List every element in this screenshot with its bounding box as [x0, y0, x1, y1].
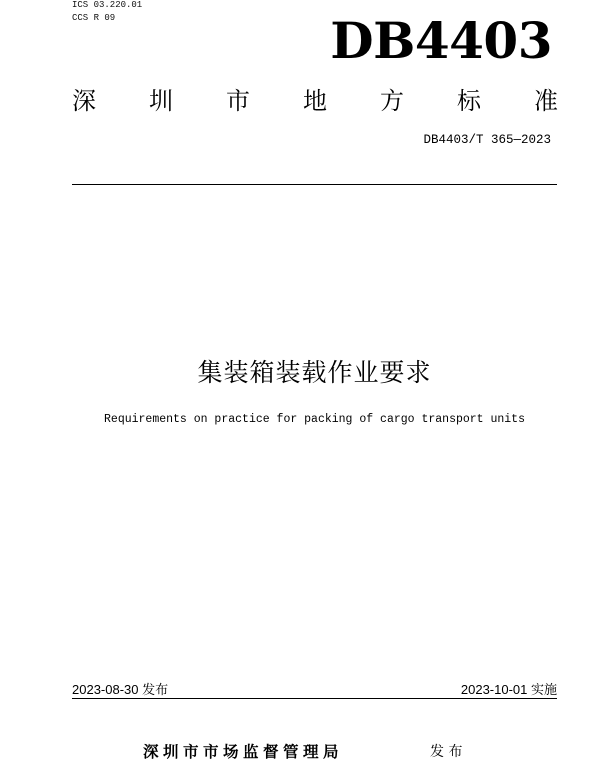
category-char: 深: [72, 87, 96, 115]
header-divider: [72, 184, 557, 185]
standard-category: [72, 87, 558, 115]
footer-divider: [72, 698, 557, 699]
category-char: 市: [226, 87, 250, 115]
issuing-authority: 深圳市市场监督管理局: [143, 743, 344, 761]
ccs-code: CCS R 09: [72, 13, 116, 23]
category-char: 地: [303, 87, 327, 115]
standard-logo: DB4403: [330, 11, 552, 70]
document-title-chinese: 集装箱装载作业要求: [197, 358, 432, 387]
category-char: 准: [534, 87, 558, 115]
issue-label: 发 布: [430, 744, 463, 760]
category-char: 标: [457, 87, 481, 115]
category-char: 方: [380, 87, 404, 115]
standard-number: DB4403/T 365—2023: [423, 133, 551, 147]
publish-date: 2023-08-30 发布: [72, 682, 169, 697]
document-title-english: Requirements on practice for packing of cargo transport units: [104, 413, 525, 426]
category-char: 圳: [149, 87, 173, 115]
implement-date: 2023-10-01 实施: [460, 682, 557, 697]
ics-code: ICS 03.220.01: [72, 0, 143, 10]
